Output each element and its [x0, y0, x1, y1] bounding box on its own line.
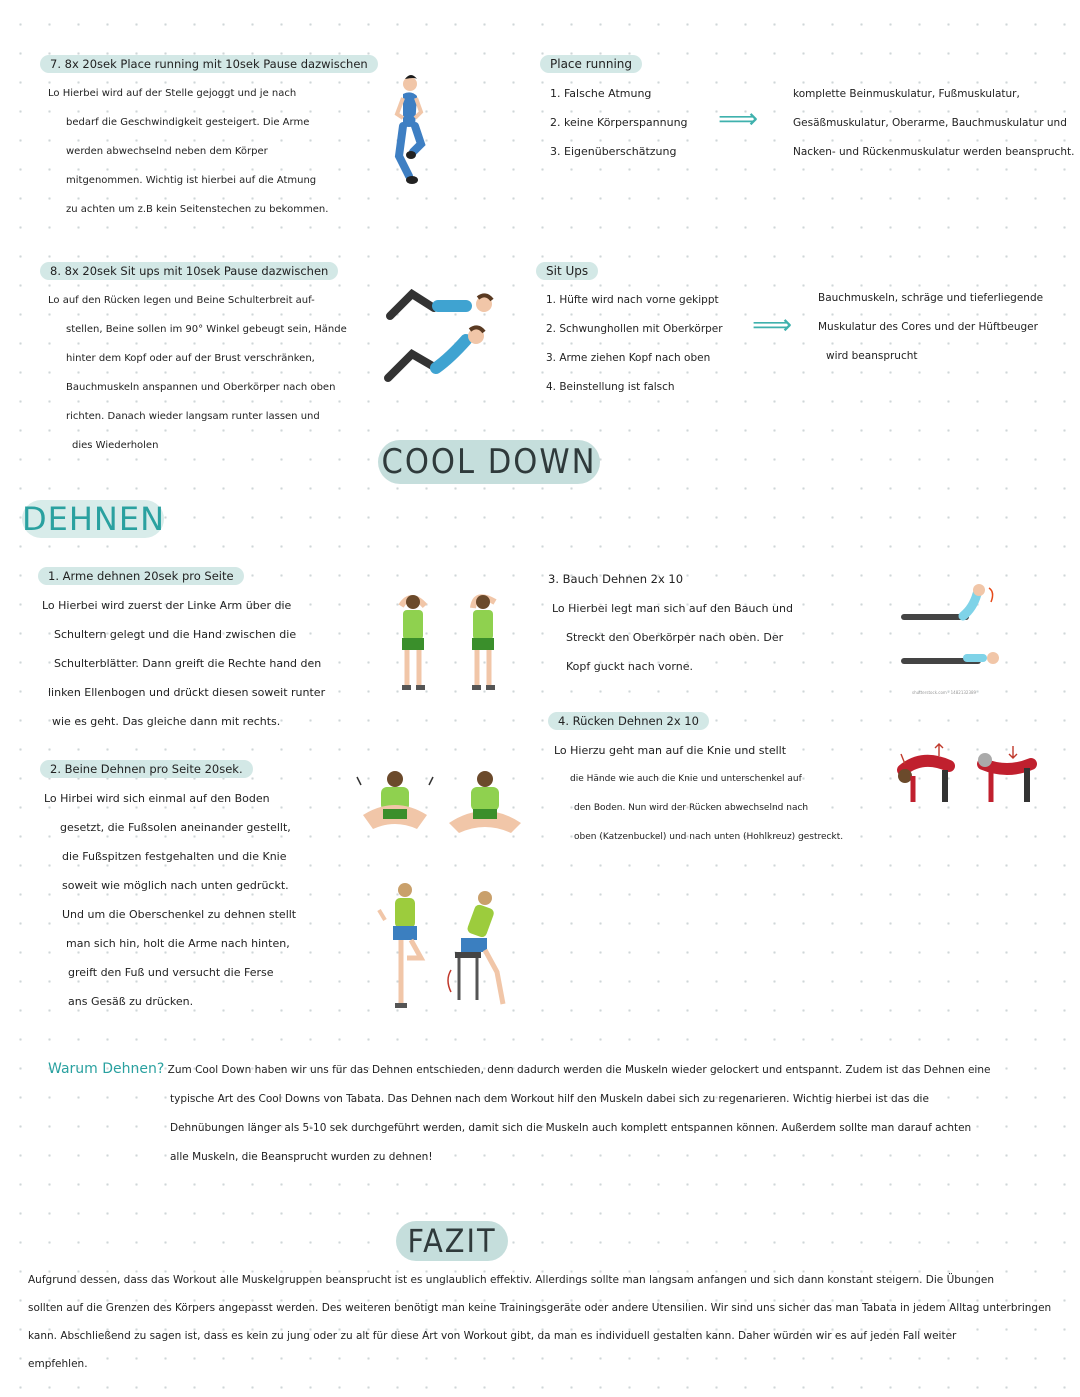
exercise-7: [40, 50, 380, 224]
error-item: 2. Schwunghollen mit Oberkörper: [546, 323, 723, 335]
stretch-3-line: Streckt den Oberkörper nach oben. Der: [566, 631, 784, 644]
exercise-8-line: richten. Danach wieder langsam runter lassen und: [66, 411, 320, 422]
stretch-2-line: soweit wie möglich nach unten gedrückt.: [62, 879, 289, 892]
butterfly-stretch-illustration: [355, 765, 525, 845]
result-line: Bauchmuskeln, schräge und tieferliegende: [818, 292, 1044, 304]
error-item: 4. Beinstellung ist falsch: [546, 381, 675, 393]
sit-ups-title: Sit Ups: [536, 262, 598, 280]
fazit-line: kann. Abschließend zu sagen ist, dass es kein zu jung oder zu alt für diese Art von Workout gibt, da man es individuell gestalten kann. Daher würden wir es auf jeden Fall weiter: [28, 1330, 957, 1342]
stretch-2-line: die Fußspitzen festgehalten und die Knie: [62, 850, 287, 863]
place-running-result: [793, 80, 1075, 167]
stretch-3-line: Kopf guckt nach vorne.: [566, 660, 693, 673]
place-running-errors: [530, 50, 710, 166]
error-item: 3. Arme ziehen Kopf nach oben: [546, 352, 711, 364]
stretch-4: [548, 707, 888, 852]
exercise-8: [40, 257, 380, 460]
cool-down-heading: COOL DOWN: [378, 440, 600, 484]
fazit-line: Aufgrund dessen, dass das Workout alle Muskelgruppen beansprucht ist es unglaublich effektiv. Allerdings sollte man langsam anfangen und sich dann konstant steigern. Die Übungen: [28, 1274, 995, 1286]
result-line: komplette Beinmuskulatur, Fußmuskulatur,: [793, 88, 1020, 100]
stretch-3-title: 3. Bauch Dehnen 2x 10: [548, 572, 684, 586]
place-running-illustration: [385, 70, 435, 195]
stretch-2-line: Lo Hirbei wird sich einmal auf den Boden: [44, 792, 270, 805]
exercise-8-line: Bauchmuskeln anspannen und Oberkörper nach oben: [66, 382, 336, 393]
stretch-4-line: die Hände wie auch die Knie und unterschenkel auf: [570, 774, 802, 784]
sit-ups-result: [818, 284, 1068, 371]
double-arrow-icon: ⟹: [752, 308, 793, 341]
exercise-7-line: zu achten um z.B kein Seitenstechen zu bekommen.: [66, 204, 329, 215]
stretch-1-line: Lo Hierbei wird zuerst der Linke Arm über die: [42, 599, 292, 612]
stretch-4-line: Lo Hierzu geht man auf die Knie und stellt: [554, 744, 787, 757]
warum-line: Zum Cool Down haben wir uns für das Dehnen entschieden, denn dadurch werden die Muskeln wieder gelockert und entspannt. Zudem ist das Dehnen eine: [167, 1064, 991, 1076]
fazit-line: sollten auf die Grenzen des Körpers angepasst werden. Des weiteren benötigt man keine Trainingsgeräte oder andere Utensilien. Wir sind uns sicher das man Tabata in jedem Alltag unterbringen: [28, 1302, 1052, 1314]
stretch-2-line: greift den Fuß und versucht die Ferse: [68, 966, 274, 979]
place-running-title: Place running: [540, 55, 642, 73]
stretch-3-line: Lo Hierbei legt man sich auf den Bauch und: [552, 602, 793, 615]
fazit-line: empfehlen.: [28, 1358, 88, 1370]
stretch-4-title: 4. Rücken Dehnen 2x 10: [548, 712, 709, 730]
exercise-7-line: bedarf die Geschwindigkeit gesteigert. Die Arme: [66, 117, 310, 128]
cat-cow-illustration: [893, 740, 1043, 810]
exercise-8-line: dies Wiederholen: [72, 440, 159, 451]
exercise-7-title: 7. 8x 20sek Place running mit 10sek Pause dazwischen: [40, 55, 378, 73]
arm-stretch-illustration: [385, 588, 515, 693]
stretch-2-title: 2. Beine Dehnen pro Seite 20sek.: [40, 760, 253, 778]
stretch-3: [548, 565, 868, 681]
stretch-1-line: Schulterblätter. Dann greift die Rechte hand den: [54, 657, 322, 670]
stretch-1-line: wie es geht. Das gleiche dann mit rechts.: [52, 715, 281, 728]
warum-dehnen-label: Warum Dehnen?: [48, 1061, 165, 1077]
fazit-heading: FAZIT: [396, 1221, 508, 1261]
warum-line: typische Art des Cool Downs von Tabata. Das Dehnen nach dem Workout hilf den Muskeln dabei sich zu regenarieren. Wichtig hierbei ist das die: [170, 1093, 929, 1105]
stretch-2-line: gesetzt, die Fußsolen aneinander gestellt,: [60, 821, 291, 834]
dehnen-heading: DEHNEN: [22, 500, 166, 538]
warum-line: alle Muskeln, die Beansprucht wurden zu dehnen!: [170, 1151, 433, 1163]
stretch-1-title: 1. Arme dehnen 20sek pro Seite: [38, 567, 244, 585]
stretch-1: [38, 562, 338, 736]
exercise-8-title: 8. 8x 20sek Sit ups mit 10sek Pause dazwischen: [40, 262, 338, 280]
image-credit: shutterstock.com · 1482132389: [912, 690, 977, 695]
exercise-7-line: werden abwechselnd neben dem Körper: [66, 146, 268, 157]
exercise-7-line: Lo Hierbei wird auf der Stelle gejoggt und je nach: [48, 88, 297, 99]
error-item: 1. Hüfte wird nach vorne gekippt: [546, 294, 719, 306]
exercise-7-line: mitgenommen. Wichtig ist hierbei auf die Atmung: [66, 175, 317, 186]
exercise-8-line: hinter dem Kopf oder auf der Brust verschränken,: [66, 353, 315, 364]
stretch-1-line: Schultern gelegt und die Hand zwischen die: [54, 628, 297, 641]
quad-stretch-illustration: [375, 880, 515, 1015]
result-line: Muskulatur des Cores und der Hüftbeuger: [818, 321, 1038, 333]
stretch-1-line: linken Ellenbogen und drückt diesen soweit runter: [48, 686, 326, 699]
stretch-2-line: Und um die Oberschenkel zu dehnen stellt: [62, 908, 297, 921]
stretch-2-line: ans Gesäß zu drücken.: [68, 995, 194, 1008]
error-item: 3. Eigenüberschätzung: [550, 145, 677, 158]
error-item: 1. Falsche Atmung: [550, 87, 652, 100]
stretch-2-line: man sich hin, holt die Arme nach hinten,: [66, 937, 290, 950]
stretch-2: [40, 755, 340, 1016]
result-line: Gesäßmuskulatur, Oberarme, Bauchmuskulatur und: [793, 117, 1067, 129]
warum-dehnen: [48, 1055, 1068, 1172]
sit-ups-illustration: [380, 278, 505, 388]
warum-line: Dehnübungen länger als 5-10 sek durchgeführt werden, damit sich die Muskeln auch komplett entspannen können. Außerdem sollte man darauf achten: [170, 1122, 972, 1134]
result-line: Nacken- und Rückenmuskulatur werden beansprucht.: [793, 146, 1075, 158]
double-arrow-icon: ⟹: [718, 102, 759, 135]
exercise-8-line: stellen, Beine sollen im 90° Winkel gebeugt sein, Hände: [66, 324, 347, 335]
fazit-text: [28, 1266, 1068, 1378]
stretch-4-line: oben (Katzenbuckel) und nach unten (Hohlkreuz) gestreckt.: [574, 832, 844, 842]
stretch-4-line: den Boden. Nun wird der Rücken abwechselnd nach: [574, 803, 809, 813]
result-line: wird beansprucht: [826, 350, 918, 362]
sit-ups-errors: [530, 257, 740, 402]
error-item: 2. keine Körperspannung: [550, 116, 688, 129]
cobra-stretch-illustration: [893, 578, 1013, 678]
exercise-8-line: Lo auf den Rücken legen und Beine Schulterbreit auf-: [48, 295, 315, 306]
